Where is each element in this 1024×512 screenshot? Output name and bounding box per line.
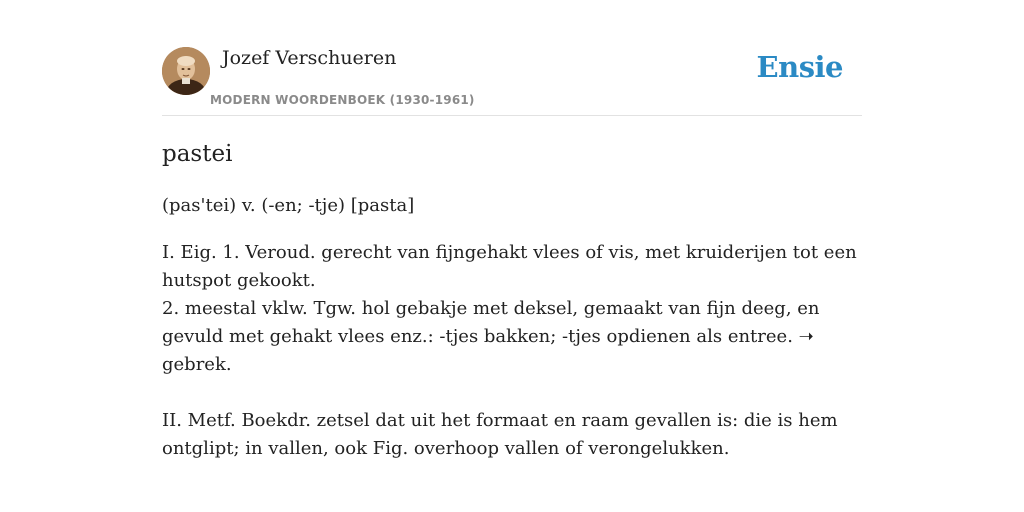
author-name[interactable]: Jozef Verschueren (222, 47, 397, 69)
entry-card (162, 0, 862, 512)
entry-definition (162, 239, 862, 463)
definition-part-1a: I. Eig. 1. Veroud. gerecht van fijngehakt vlees of vis, met kruiderijen tot een hutspot gekookt. (162, 242, 857, 291)
source-label[interactable]: MODERN WOORDENBOEK (1930-1961) (210, 93, 475, 107)
definition-part-1b: 2. meestal vklw. Tgw. hol gebakje met deksel, gemaakt van fijn deeg, en gevuld met gehakt vlees enz.: -tjes bakken; -tjes opdienen als entree. ➝ gebrek. (162, 298, 820, 375)
brand-logo[interactable]: Ensie (756, 50, 843, 84)
entry-header (162, 0, 862, 116)
entry-term: pastei (162, 141, 233, 167)
author-portrait-icon (162, 47, 210, 95)
paragraph-gap (162, 379, 862, 407)
definition-part-2: II. Metf. Boekdr. zetsel dat uit het formaat en raam gevallen is: die is hem ontglipt; in vallen, ook Fig. overhoop vallen of verongelukken. (162, 410, 838, 459)
entry-pronunciation: (pas'tei) v. (-en; -tje) [pasta] (162, 195, 415, 216)
author-avatar[interactable] (162, 47, 210, 95)
